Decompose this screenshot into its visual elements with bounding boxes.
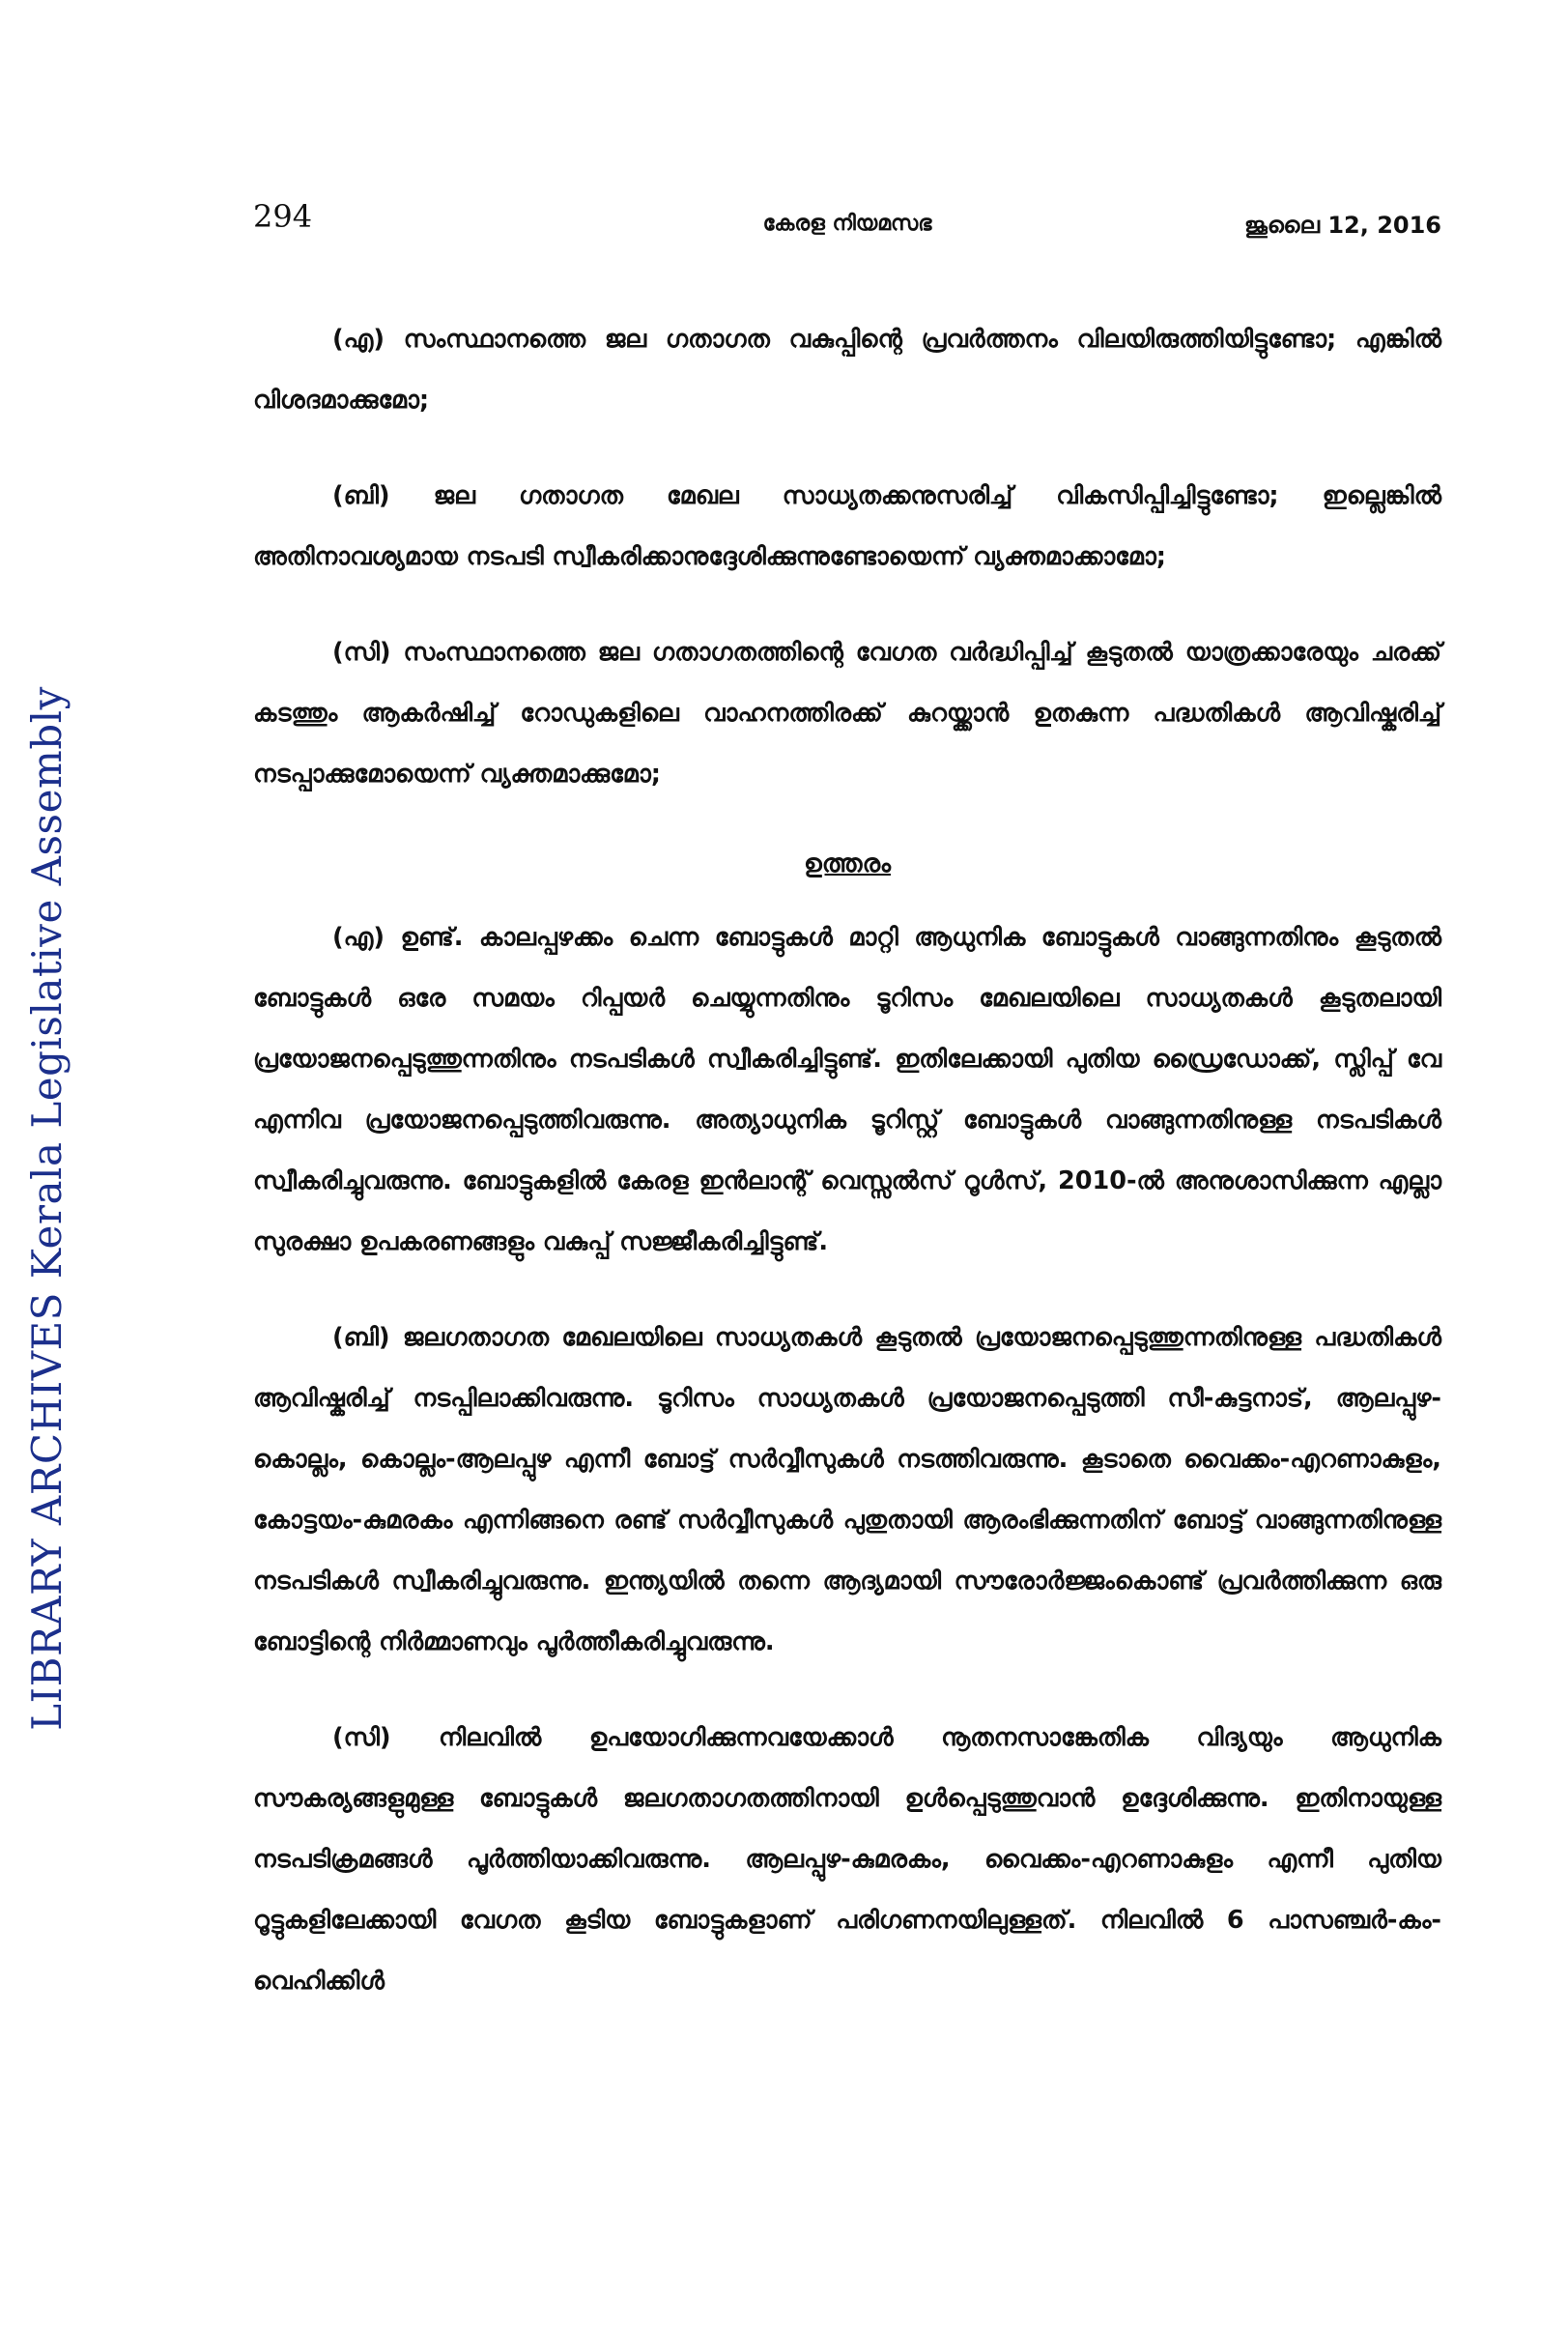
watermark-text: LIBRARY ARCHIVES Kerala Legislative Assembly <box>22 685 71 1731</box>
archive-watermark <box>8 580 85 1836</box>
question-b: (ബി) ജല ഗതാഗത മേഖല സാധ്യതക്കനുസരിച്ച് വികസിപ്പിച്ചിട്ടുണ്ടോ; ഇല്ലെങ്കിൽ അതിനാവശ്യമായ നടപടി സ്വീകരിക്കാനുദ്ദേശിക്കുന്നുണ്ടോയെന്ന് വ്യക്തമാക്കാമോ; <box>253 481 1441 571</box>
page-header <box>253 198 1441 246</box>
question-c: (സി) സംസ്ഥാനത്തെ ജല ഗതാഗതത്തിന്റെ വേഗത വർദ്ധിപ്പിച്ച് കൂടുതൽ യാത്രക്കാരേയും ചരക്ക് കടത്തും ആകർഷിച്ച് റോഡുകളിലെ വാഹനത്തിരക്ക് കുറയ്ക്കാൻ ഉതകുന്ന പദ്ധതികൾ ആവിഷ്കരിച്ച് നടപ്പാക്കുമോയെന്ന് വ്യക്തമാക്കുമോ; <box>253 638 1441 789</box>
answer-heading <box>253 840 1441 888</box>
page-content <box>253 309 1441 2047</box>
answer-b: (ബി) ജലഗതാഗത മേഖലയിലെ സാധ്യതകൾ കൂടുതൽ പ്രയോജനപ്പെടുത്തുന്നതിനുള്ള പദ്ധതികൾ ആവിഷ്കരിച്ച് നടപ്പിലാക്കിവരുന്നു. ടൂറിസം സാധ്യതകൾ പ്രയോജനപ്പെടുത്തി സീ-കുട്ടനാട്, ആലപ്പുഴ-കൊല്ലം, കൊല്ലം-ആലപ്പുഴ എന്നീ ബോട്ട് സർവ്വീസുകൾ നടത്തിവരുന്നു. കൂടാതെ വൈക്കം-എറണാകുളം, കോട്ടയം-കുമരകം എന്നിങ്ങനെ രണ്ട് സർവ്വീസുകൾ പുതുതായി ആരംഭിക്കുന്നതിന് ബോട്ട് വാങ്ങുന്നതിനുള്ള നടപടികൾ സ്വീകരിച്ചുവരുന്നു. ഇന്ത്യയിൽ തന്നെ ആദ്യമായി സൗരോർജ്ജംകൊണ്ട് പ്രവർത്തിക്കുന്ന ഒരു ബോട്ടിന്റെ നിർമ്മാണവും പൂർത്തീകരിച്ചുവരുന്നു. <box>253 1323 1441 1656</box>
answer-heading-text: ഉത്തരം <box>804 849 891 878</box>
page-number: 294 <box>253 198 313 235</box>
header-date: ജൂലൈ 12, 2016 <box>1243 212 1441 239</box>
running-title: കേരള നിയമസഭ <box>762 212 932 236</box>
answer-c: (സി) നിലവിൽ ഉപയോഗിക്കുന്നവയേക്കാൾ നൂതനസാങ്കേതിക വിദ്യയും ആധുനിക സൗകര്യങ്ങളുമുള്ള ബോട്ടുകൾ ജലഗതാഗതത്തിനായി ഉൾപ്പെടുത്തുവാൻ ഉദ്ദേശിക്കുന്നു. ഇതിനായുള്ള നടപടിക്രമങ്ങൾ പൂർത്തിയാക്കിവരുന്നു. ആലപ്പുഴ-കുമരകം, വൈക്കം-എറണാകുളം എന്നീ പുതിയ റൂട്ടുകളിലേക്കായി വേഗത കൂടിയ ബോട്ടുകളാണ് പരിഗണനയിലുള്ളത്. നിലവിൽ 6 പാസഞ്ചർ-കം-വെഹിക്കിൾ <box>253 1723 1441 1996</box>
question-a: (എ) സംസ്ഥാനത്തെ ജല ഗതാഗത വകുപ്പിന്റെ പ്രവർത്തനം വിലയിരുത്തിയിട്ടുണ്ടോ; എങ്കിൽ വിശദമാക്കുമോ; <box>253 325 1441 415</box>
answer-a: (എ) ഉണ്ട്. കാലപ്പഴക്കം ചെന്ന ബോട്ടുകൾ മാറ്റി ആധുനിക ബോട്ടുകൾ വാങ്ങുന്നതിനും കൂടുതൽ ബോട്ടുകൾ ഒരേ സമയം റിപ്പയർ ചെയ്യുന്നതിനും ടൂറിസം മേഖലയിലെ സാധ്യതകൾ കൂടുതലായി പ്രയോജനപ്പെടുത്തുന്നതിനും നടപടികൾ സ്വീകരിച്ചിട്ടുണ്ട്. ഇതിലേക്കായി പുതിയ ഡ്രൈഡോക്ക്, സ്ലിപ്പ് വേ എന്നിവ പ്രയോജനപ്പെടുത്തിവരുന്നു. അത്യാധുനിക ടൂറിസ്റ്റ് ബോട്ടുകൾ വാങ്ങുന്നതിനുള്ള നടപടികൾ സ്വീകരിച്ചുവരുന്നു. ബോട്ടുകളിൽ കേരള ഇൻലാന്റ് വെസ്സൽസ് റൂൾസ്, 2010-ൽ അനുശാസിക്കുന്ന എല്ലാ സുരക്ഷാ ഉപകരണങ്ങളും വകുപ്പ് സജ്ജീകരിച്ചിട്ടുണ്ട്. <box>253 923 1441 1256</box>
